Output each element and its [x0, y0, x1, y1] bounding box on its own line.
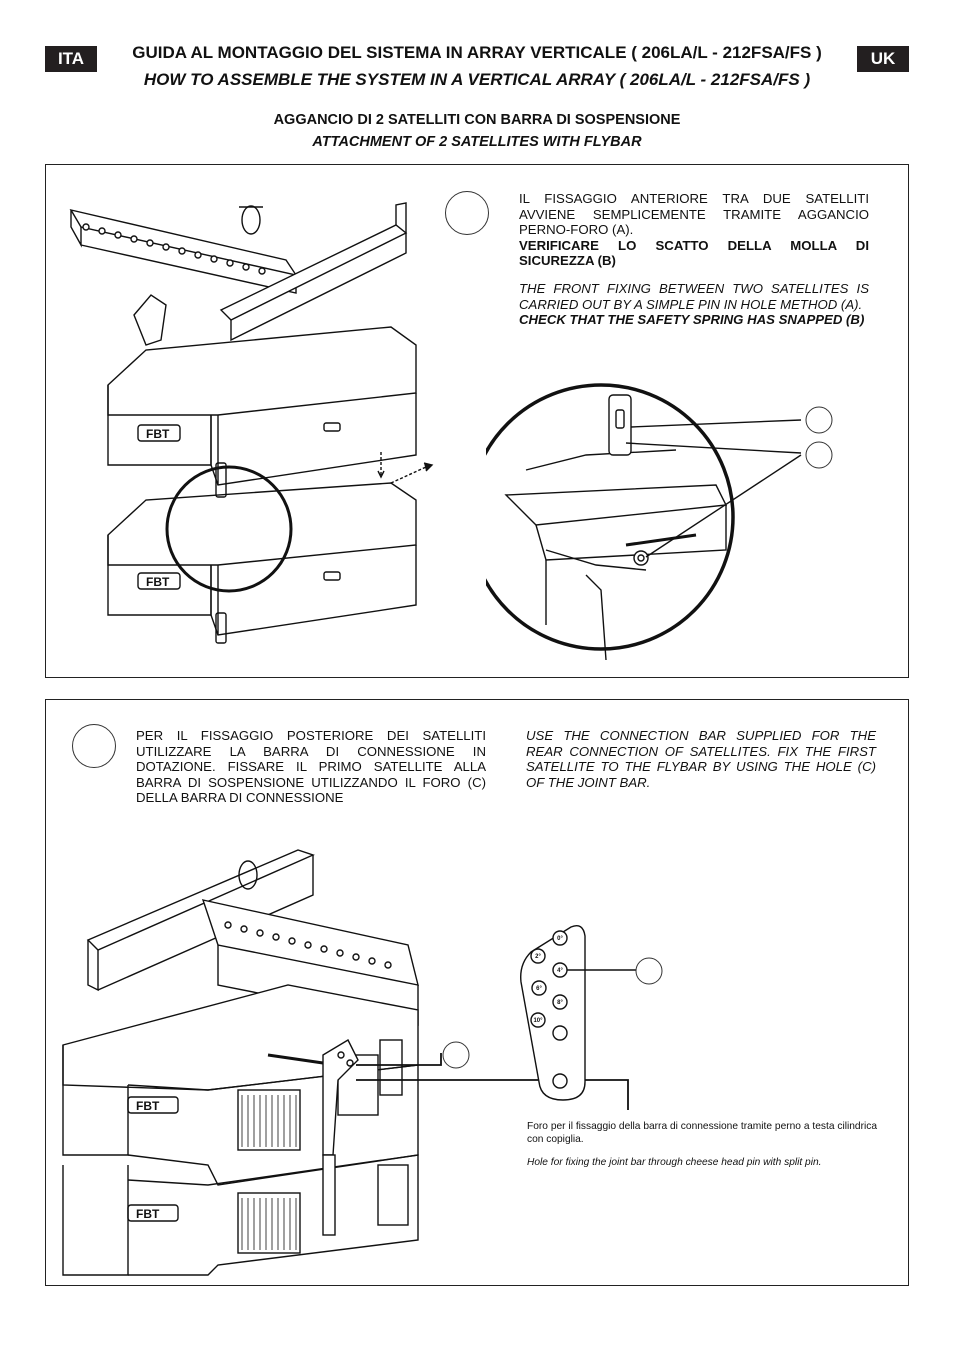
lang-badge-uk: UK [857, 46, 909, 72]
section-subtitle-italian: AGGANCIO DI 2 SATELLITI CON BARRA DI SOSPENSIONE [273, 112, 681, 128]
page-title-italian: GUIDA AL MONTAGGIO DEL SISTEMA IN ARRAY VERTICALE ( 206LA/L - 212FSA/FS ) [132, 43, 822, 62]
joint-bar-detail [511, 922, 681, 1102]
front-fixing-panel [45, 164, 909, 678]
step-label-circle-2 [72, 724, 116, 768]
fbt-logo-rear-top: FBT [136, 1099, 160, 1113]
step-label-circle-1 [445, 191, 489, 235]
angle-label-4: 4° [557, 968, 563, 974]
front-fixing-italian-body: IL FISSAGGIO ANTERIORE TRA DUE SATELLITI AVVIENE SEMPLICEMENTE TRAMITE AGGANCIO PERNO-FORO (A). [519, 191, 869, 237]
page-title-english: HOW TO ASSEMBLE THE SYSTEM IN A VERTICAL ARRAY ( 206LA/L - 212FSA/FS ) [143, 70, 811, 89]
angle-label-10: 10° [533, 1018, 543, 1024]
hole-note-english: Hole for fixing the joint bar through cheese head pin with split pin. [527, 1157, 822, 1168]
fbt-logo-top: FBT [146, 427, 170, 441]
angle-label-6: 6° [536, 986, 542, 992]
front-fixing-english-warning: CHECK THAT THE SAFETY SPRING HAS SNAPPED (B) [519, 312, 865, 327]
callout-circle-a [806, 407, 832, 433]
fbt-logo-rear-bottom: FBT [136, 1207, 160, 1221]
lang-badge-ita: ITA [45, 46, 97, 72]
rear-fixing-panel [45, 699, 909, 1286]
front-fixing-text-english [519, 281, 869, 328]
rear-fixing-text-italian: PER IL FISSAGGIO POSTERIORE DEI SATELLITI UTILIZZARE LA BARRA DI CONNESSIONE IN DOTAZIONE. FISSARE IL PRIMO SATELLITE ALLA BARRA DI SOSPENSIONE UTILIZZANDO IL FORO (C) DELLA BARRA DI CONNESSIONE [136, 728, 486, 805]
angle-label-0: 0° [557, 936, 563, 942]
front-fixing-text-italian [519, 191, 869, 269]
section-subtitle-english: ATTACHMENT OF 2 SATELLITES WITH FLYBAR [312, 134, 642, 150]
detail-zoom-illustration [486, 375, 856, 665]
callout-circle-c-right [634, 956, 664, 986]
callout-circle-c-left [441, 1040, 471, 1070]
fbt-logo-bottom: FBT [146, 575, 170, 589]
angle-label-2: 2° [535, 954, 541, 960]
front-fixing-english-body: THE FRONT FIXING BETWEEN TWO SATELLITES IS CARRIED OUT BY A SIMPLE PIN IN HOLE METHOD (A). [519, 281, 869, 312]
angle-label-8: 8° [557, 1000, 563, 1006]
front-fixing-italian-warning: VERIFICARE LO SCATTO DELLA MOLLA DI SICUREZZA (B) [519, 237, 869, 268]
stacked-satellites-illustration [46, 165, 466, 675]
hole-note-italian: Foro per il fissaggio della barra di connessione tramite perno a testa cilindrica con copiglia. [527, 1121, 877, 1145]
callout-circle-b [806, 442, 832, 468]
rear-fixing-text-english: USE THE CONNECTION BAR SUPPLIED FOR THE REAR CONNECTION OF SATELLITES. FIX THE FIRST SATELLITE TO THE FLYBAR BY USING THE HOLE (C) OF THE JOINT BAR. [526, 728, 876, 790]
